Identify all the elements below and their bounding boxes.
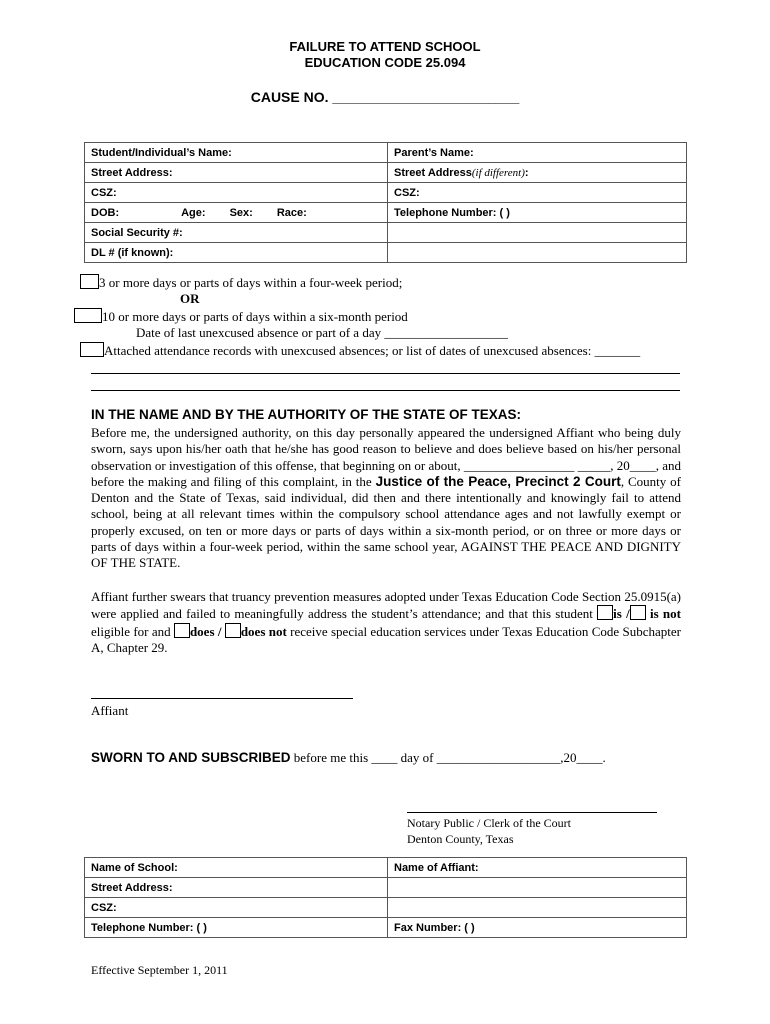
checkbox-does-not[interactable]: [225, 623, 241, 638]
checkbox-is-not[interactable]: [630, 605, 646, 620]
student-info-table: [84, 142, 687, 263]
school-telephone-field[interactable]: Telephone Number: ( ): [85, 918, 388, 938]
parent-csz-field[interactable]: CSZ:: [388, 183, 687, 203]
empty-cell: [388, 223, 687, 243]
form-subtitle: EDUCATION CODE 25.094: [304, 55, 466, 70]
notary-title: Notary Public / Clerk of the Court: [407, 816, 571, 830]
court-name: Justice of the Peace, Precinct 2 Court: [375, 473, 621, 489]
affiant-paragraph: Affiant further swears that truancy prevention measures adopted under Texas Education Code Section 25.0915(a) were applied and failed to meaningfully address the student’s attendance; and that this student is / is not eligible for and does / does not receive special education services under Texas Education Code Subchapter A, Chapter 29.: [91, 589, 682, 655]
student-name-field[interactable]: Student/Individual’s Name:: [85, 143, 388, 163]
authority-heading: IN THE NAME AND BY THE AUTHORITY OF THE STATE OF TEXAS:: [91, 407, 522, 422]
empty-cell: [388, 878, 687, 898]
dob-age-sex-race-field[interactable]: DOB: Age: Sex: Race:: [85, 203, 388, 223]
empty-cell: [388, 243, 687, 263]
parent-telephone-field[interactable]: Telephone Number: ( ): [388, 203, 687, 223]
school-info-table: [84, 857, 687, 938]
absence-dates-line-1[interactable]: [91, 373, 680, 374]
empty-cell: [388, 898, 687, 918]
affiant-signature-line[interactable]: [91, 698, 353, 699]
last-absence-date[interactable]: Date of last unexcused absence or part of a day ___________________: [136, 325, 508, 340]
checkbox-does[interactable]: [174, 623, 190, 638]
checkbox-is[interactable]: [597, 605, 613, 620]
parent-street-field[interactable]: Street Address(if different):: [388, 163, 687, 183]
checkbox-10-days[interactable]: [74, 308, 102, 323]
form-title: FAILURE TO ATTEND SCHOOL: [289, 39, 481, 54]
student-csz-field[interactable]: CSZ:: [85, 183, 388, 203]
absence-dates-line-2[interactable]: [91, 390, 680, 391]
dl-field[interactable]: DL # (if known):: [85, 243, 388, 263]
affiant-label: Affiant: [91, 703, 129, 718]
school-name-field[interactable]: Name of School:: [85, 858, 388, 878]
notary-signature-line[interactable]: [407, 812, 657, 813]
checkbox-attached-records[interactable]: [80, 342, 104, 357]
or-label: OR: [180, 291, 200, 306]
parent-name-field[interactable]: Parent’s Name:: [388, 143, 687, 163]
school-csz-field[interactable]: CSZ:: [85, 898, 388, 918]
cause-number: CAUSE NO. ________________________: [250, 89, 520, 105]
option-10-days: 10 or more days or parts of days within a six-month period: [74, 308, 408, 325]
fax-number-field[interactable]: Fax Number: ( ): [388, 918, 687, 938]
affiant-name-field[interactable]: Name of Affiant:: [388, 858, 687, 878]
option-3-days: 3 or more days or parts of days within a four-week period;: [80, 274, 402, 291]
option-attached-records: Attached attendance records with unexcused absences; or list of dates of unexcused absences: _______: [80, 342, 640, 359]
student-street-field[interactable]: Street Address:: [85, 163, 388, 183]
sworn-statement: SWORN TO AND SUBSCRIBED before me this ____ day of ___________________,20____.: [91, 750, 606, 765]
effective-date: Effective September 1, 2011: [91, 963, 228, 977]
complaint-paragraph: Before me, the undersigned authority, on this day personally appeared the undersigned Affiant who being duly sworn, says upon his/her oath that he/she has good reason to believe and does believe based on his/her personal observation or investigation of this offense, that beginning on or about, _________________ _____, 20____, and before the making and filing of this complaint, in the Justice of the Peace, Precinct 2 Court, County of Denton and the State of Texas, said individual, did then and there intentionally and knowingly fail to attend school, being at all relevant times within the compulsory school attendance ages and not lawfully exempt or properly excused, on ten or more days or parts of days within a six-month period, or on three or more days or parts of days within a four-week period, within the same school year, AGAINST THE PEACE AND DIGNITY OF THE STATE.: [91, 425, 681, 571]
notary-county: Denton County, Texas: [407, 832, 514, 846]
school-street-field[interactable]: Street Address:: [85, 878, 388, 898]
checkbox-3-days[interactable]: [80, 274, 99, 289]
ssn-field[interactable]: Social Security #:: [85, 223, 388, 243]
